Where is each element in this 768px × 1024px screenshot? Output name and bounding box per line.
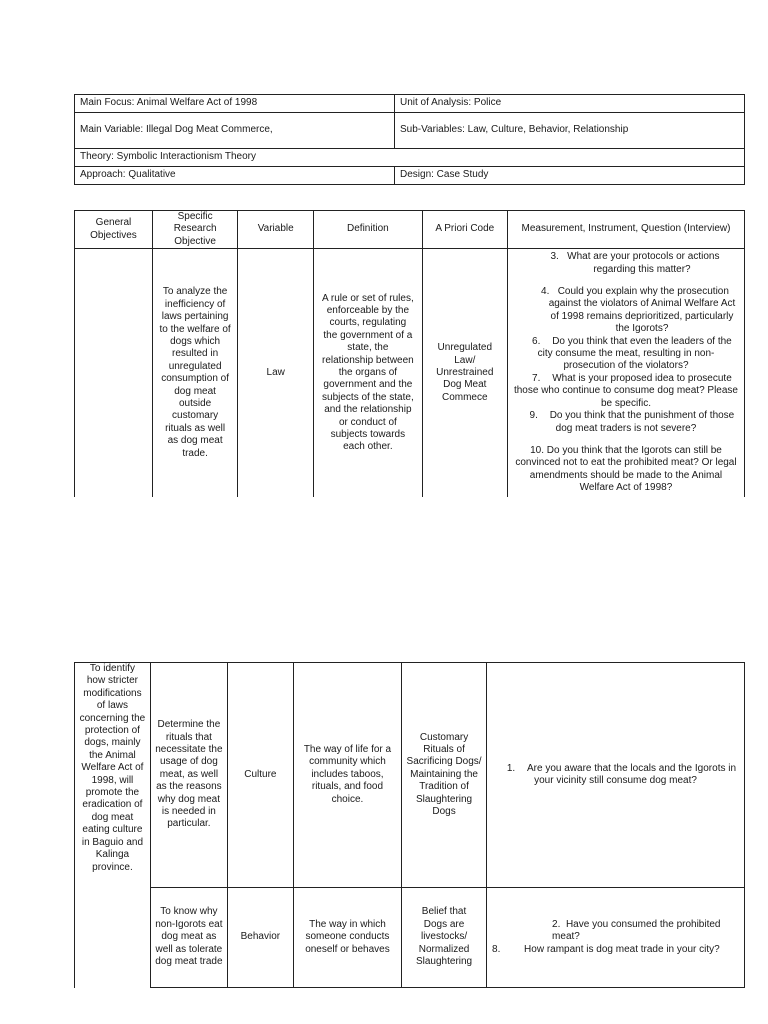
study-info-table [74,94,745,185]
objectives-table-continued [74,662,745,988]
behavior-specific-objective: To know why non-Igorots eat dog meat as well as tolerate dog meat trade [150,888,227,988]
behavior-general-objective [75,888,151,988]
header-specific-objective: Specific Research Objective [152,211,237,249]
header-a-priori-code: A Priori Code [422,211,507,249]
culture-a-priori-code: Customary Rituals of Sacrificing Dogs/ Maintaining the Tradition of Slaughtering Dogs [402,663,487,888]
main-focus-cell: Main Focus: Animal Welfare Act of 1998 [75,95,395,113]
behavior-definition: The way in which someone conducts oneself or behaves [293,888,401,988]
culture-variable: Culture [227,663,293,888]
objectives-table [74,210,745,497]
culture-general-objective: To identify how stricter modifications of laws concerning the protection of dogs, mainly the Animal Welfare Act of 1998, will promote the eradication of dog meat eating culture in Baguio and Kalinga province. [75,663,151,888]
law-general-objective [75,249,153,498]
law-variable: Law [238,249,314,498]
behavior-a-priori-code: Belief that Dogs are livestocks/ Normalized Slaughtering [402,888,487,988]
main-variable-cell: Main Variable: Illegal Dog Meat Commerce, [75,113,395,149]
sub-variables-cell: Sub-Variables: Law, Culture, Behavior, Relationship [395,113,745,149]
law-specific-objective: To analyze the inefficiency of laws pertaining to the welfare of dogs which resulted in unregulated consumption of dog meat outside customary rituals as well as dog meat trade. [152,249,237,498]
unit-of-analysis-cell: Unit of Analysis: Police [395,95,745,113]
header-measurement: Measurement, Instrument, Question (Interview) [507,211,744,249]
design-cell: Design: Case Study [395,167,745,185]
behavior-row [75,888,745,988]
behavior-questions: 2. Have you consumed the prohibited meat? 8. How rampant is dog meat trade in your city? [487,888,745,988]
law-a-priori-code: Unregulated Law/ Unrestrained Dog Meat Commece [422,249,507,498]
header-general-objectives: General Objectives [75,211,153,249]
culture-definition: The way of life for a community which includes taboos, rituals, and food choice. [293,663,401,888]
header-variable: Variable [238,211,314,249]
law-questions: 3. What are your protocols or actions regarding this matter? 4. Could you explain why the prosecution against the violators of Animal Welfare Act of 1998 remains deprioritized, particularly the Igorots? 6. Do you think that even the leaders of the city consume the meat, resulting in non-prosecution of the violators? 7. What is your proposed idea to prosecute those who continue to consume dog meat? Please be specific. 9. Do you think that the punishment of those dog meat traders is not severe? 10. Do you think that the Igorots can still be convinced not to eat the prohibited meat? Or legal amendments should be made to the Animal Welfare Act of 1998? [507,249,744,498]
culture-row [75,663,745,888]
culture-specific-objective: Determine the rituals that necessitate the usage of dog meat, as well as the reasons why dog meat is needed in particular. [150,663,227,888]
theory-cell: Theory: Symbolic Interactionism Theory [75,149,745,167]
approach-cell: Approach: Qualitative [75,167,395,185]
law-row [75,249,745,498]
culture-questions: 1. Are you aware that the locals and the Igorots in your vicinity still consume dog meat? [487,663,745,888]
behavior-variable: Behavior [227,888,293,988]
law-definition: A rule or set of rules, enforceable by the courts, regulating the government of a state, the relationship between the organs of government and the subjects of the state, and the relationship or conduct of subjects towards each other. [314,249,423,498]
header-definition: Definition [314,211,423,249]
